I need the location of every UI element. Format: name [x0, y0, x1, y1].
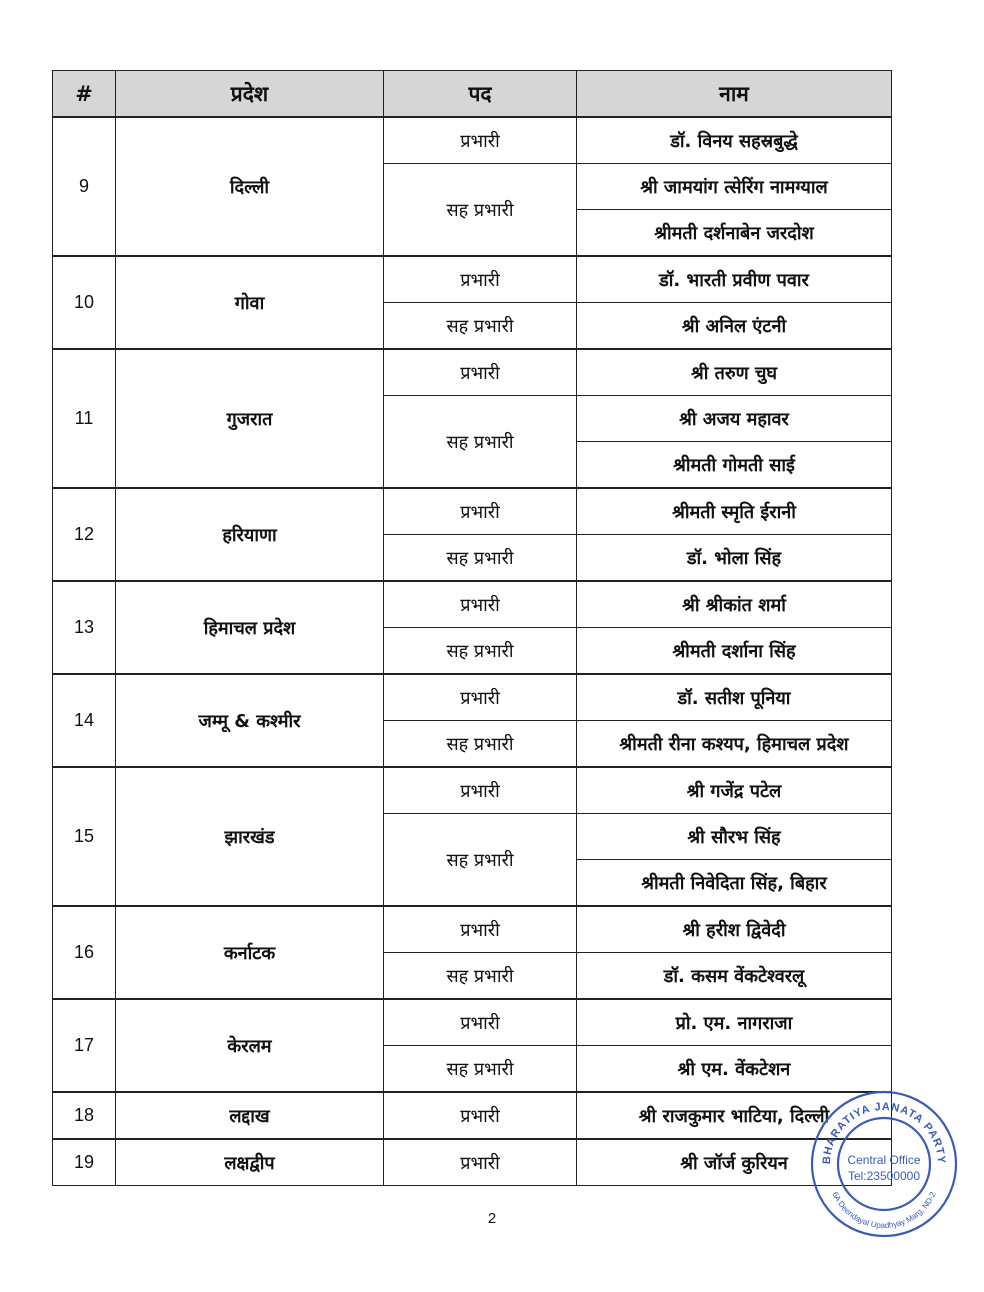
name-cell: श्री राजकुमार भाटिया, दिल्ली — [577, 1092, 892, 1139]
name-cell: डॉ. सतीश पूनिया — [577, 674, 892, 721]
table-row — [53, 256, 892, 303]
name-cell: श्रीमती दर्शाना सिंह — [577, 628, 892, 675]
name-cell: श्रीमती दर्शनाबेन जरदोश — [577, 210, 892, 257]
name-cell: श्रीमती गोमती साई — [577, 442, 892, 489]
name-cell: श्रीमती रीना कश्यप, हिमाचल प्रदेश — [577, 721, 892, 768]
name-cell: डॉ. कसम वेंकटेश्वरलू — [577, 953, 892, 1000]
name-cell: श्री अजय महावर — [577, 396, 892, 442]
table-header-row — [53, 71, 892, 118]
post-cell: सह प्रभारी — [384, 628, 577, 675]
column-header-number: # — [53, 71, 116, 118]
table-row — [53, 349, 892, 396]
state-cell: केरलम — [116, 999, 384, 1092]
name-cell: श्रीमती निवेदिता सिंह, बिहार — [577, 860, 892, 907]
post-cell: सह प्रभारी — [384, 303, 577, 350]
table-row — [53, 117, 892, 164]
post-cell: प्रभारी — [384, 999, 577, 1046]
table-row — [53, 767, 892, 814]
post-cell: प्रभारी — [384, 488, 577, 535]
column-header-post: पद — [384, 71, 577, 118]
table-body — [53, 117, 892, 1186]
table-row — [53, 999, 892, 1046]
page-number: 2 — [487, 1210, 497, 1227]
post-cell: प्रभारी — [384, 117, 577, 164]
post-cell: प्रभारी — [384, 1139, 577, 1186]
svg-text:BHARATIYA JANATA PARTY: BHARATIYA JANATA PARTY — [820, 1100, 948, 1165]
serial-number-cell: 14 — [53, 674, 116, 767]
state-cell: कर्नाटक — [116, 906, 384, 999]
serial-number-cell: 15 — [53, 767, 116, 906]
party-seal-stamp — [808, 1088, 960, 1240]
name-cell: श्री एम. वेंकटेशन — [577, 1046, 892, 1093]
name-cell: श्री सौरभ सिंह — [577, 814, 892, 860]
post-cell: प्रभारी — [384, 1092, 577, 1139]
name-cell: डॉ. भोला सिंह — [577, 535, 892, 582]
name-cell: श्री हरीश द्विवेदी — [577, 906, 892, 953]
state-cell: हिमाचल प्रदेश — [116, 581, 384, 674]
state-cell: लद्दाख — [116, 1092, 384, 1139]
post-cell: प्रभारी — [384, 256, 577, 303]
serial-number-cell: 13 — [53, 581, 116, 674]
name-cell: प्रो. एम. नागराजा — [577, 999, 892, 1046]
name-cell: श्री गजेंद्र पटेल — [577, 767, 892, 814]
post-cell: प्रभारी — [384, 674, 577, 721]
table-row — [53, 674, 892, 721]
state-cell: झारखंड — [116, 767, 384, 906]
name-cell: श्री जॉर्ज कुरियन — [577, 1139, 892, 1186]
column-header-name: नाम — [577, 71, 892, 118]
table-row — [53, 1092, 892, 1139]
name-cell: श्री जामयांग त्सेरिंग नामग्याल — [577, 164, 892, 210]
table-row — [53, 581, 892, 628]
state-cell: लक्षद्वीप — [116, 1139, 384, 1186]
serial-number-cell: 12 — [53, 488, 116, 581]
state-cell: हरियाणा — [116, 488, 384, 581]
name-cell: श्रीमती स्मृति ईरानी — [577, 488, 892, 535]
name-cell: डॉ. विनय सहस्रबुद्धे — [577, 117, 892, 164]
state-cell: दिल्ली — [116, 117, 384, 256]
post-cell: सह प्रभारी — [384, 1046, 577, 1093]
post-cell: सह प्रभारी — [384, 396, 577, 489]
table-row — [53, 1139, 892, 1186]
svg-text:Central Office: Central Office — [847, 1153, 921, 1167]
serial-number-cell: 9 — [53, 117, 116, 256]
table-row — [53, 488, 892, 535]
post-cell: सह प्रभारी — [384, 814, 577, 907]
post-cell: प्रभारी — [384, 581, 577, 628]
post-cell: प्रभारी — [384, 767, 577, 814]
state-cell: जम्मू & कश्मीर — [116, 674, 384, 767]
svg-text:Tel:23500000: Tel:23500000 — [847, 1169, 921, 1183]
post-cell: प्रभारी — [384, 349, 577, 396]
post-cell: प्रभारी — [384, 906, 577, 953]
table-row — [53, 906, 892, 953]
serial-number-cell: 18 — [53, 1092, 116, 1139]
post-cell: सह प्रभारी — [384, 164, 577, 257]
incharge-table — [52, 70, 892, 1186]
serial-number-cell: 10 — [53, 256, 116, 349]
serial-number-cell: 11 — [53, 349, 116, 488]
serial-number-cell: 19 — [53, 1139, 116, 1186]
serial-number-cell: 17 — [53, 999, 116, 1092]
post-cell: सह प्रभारी — [384, 953, 577, 1000]
state-cell: गुजरात — [116, 349, 384, 488]
name-cell: श्री अनिल एंटनी — [577, 303, 892, 350]
serial-number-cell: 16 — [53, 906, 116, 999]
svg-text:6A Deendayal Upadhyay Marg, ND: 6A Deendayal Upadhyay Marg, ND-2 — [830, 1190, 938, 1231]
column-header-state: प्रदेश — [116, 71, 384, 118]
name-cell: श्री तरुण चुघ — [577, 349, 892, 396]
name-cell: श्री श्रीकांत शर्मा — [577, 581, 892, 628]
name-cell: डॉ. भारती प्रवीण पवार — [577, 256, 892, 303]
state-cell: गोवा — [116, 256, 384, 349]
post-cell: सह प्रभारी — [384, 721, 577, 768]
post-cell: सह प्रभारी — [384, 535, 577, 582]
